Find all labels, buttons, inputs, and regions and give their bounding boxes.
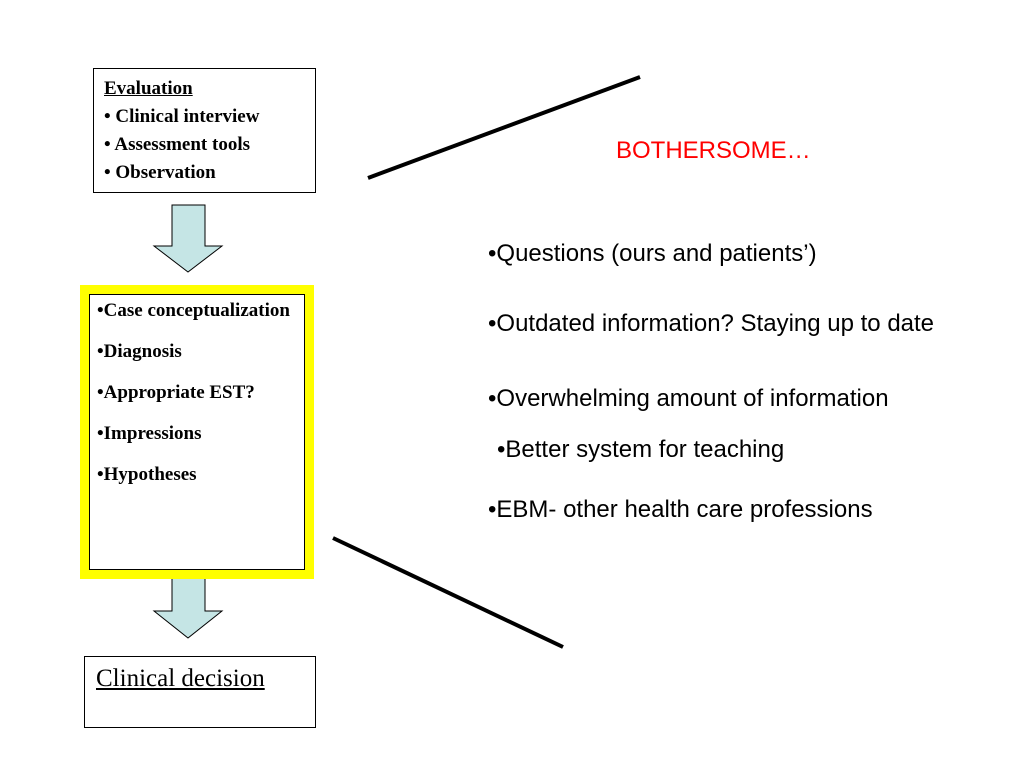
bothersome-title: BOTHERSOME… (616, 137, 811, 164)
down-arrow-2 (154, 571, 222, 638)
clinical-decision-label: Clinical decision (96, 665, 265, 692)
down-arrow-1 (154, 205, 222, 272)
conceptualization-box (89, 294, 305, 570)
issue-item: •Outdated information? Staying up to date (488, 310, 935, 337)
bracket-line-top (368, 77, 640, 178)
evaluation-item: • Clinical interview (104, 106, 260, 127)
conceptualization-highlight (80, 285, 314, 579)
conceptualization-item: •Appropriate EST? (97, 382, 255, 403)
issue-item: •Questions (ours and patients’) (488, 240, 817, 267)
evaluation-item: • Assessment tools (104, 134, 250, 155)
evaluation-item: • Observation (104, 162, 216, 183)
evaluation-heading: Evaluation (104, 78, 193, 99)
conceptualization-item: •Diagnosis (97, 341, 182, 362)
issue-item: •Overwhelming amount of information (488, 385, 889, 412)
clinical-decision-box (84, 656, 316, 728)
conceptualization-item: •Case conceptualization (97, 300, 290, 321)
issue-item: •EBM- other health care professions (488, 496, 873, 523)
conceptualization-item: •Impressions (97, 423, 202, 444)
issue-item: •Better system for teaching (497, 436, 785, 463)
bracket-line-bottom (333, 538, 563, 647)
conceptualization-item: •Hypotheses (97, 464, 197, 485)
